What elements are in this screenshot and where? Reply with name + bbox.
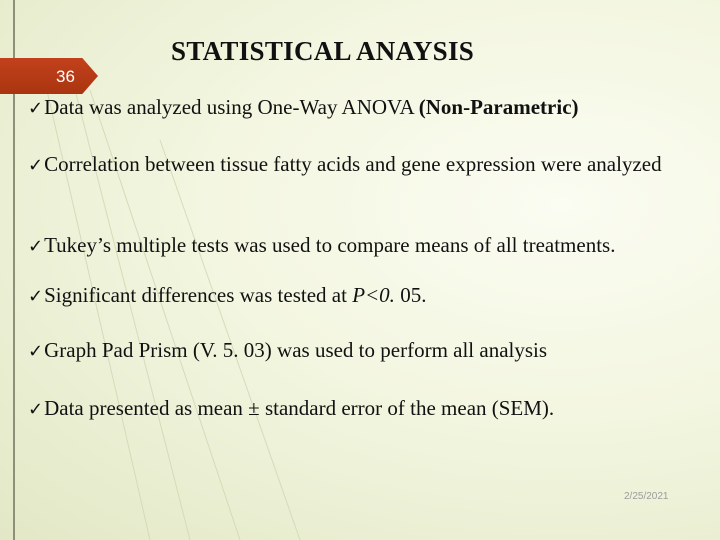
bullet-item <box>28 230 615 262</box>
checkmark-icon: ✓ <box>28 236 44 257</box>
slide-title: STATISTICAL ANAYSIS <box>171 36 475 66</box>
bullet-text: Correlation between tissue fatty acids and gene expression were analyzed <box>44 152 662 176</box>
slide-date: 2/25/2021 <box>624 491 669 502</box>
bullet-text: Significant differences was tested at <box>44 283 353 307</box>
bullet-item <box>28 393 554 425</box>
checkmark-icon: ✓ <box>28 286 44 307</box>
checkmark-icon: ✓ <box>28 399 44 420</box>
bullet-emphasis: (Non-Parametric) <box>418 95 579 119</box>
checkmark-icon: ✓ <box>28 155 44 176</box>
bullet-item <box>28 149 708 181</box>
bullet-text: Tukey’s multiple tests was used to compare means of all treatments. <box>44 233 616 257</box>
slide-number: 36 <box>56 67 75 86</box>
bullet-item <box>28 92 579 124</box>
bullet-text-end: 05. <box>394 283 427 307</box>
bullet-text: Graph Pad Prism (V. 5. 03) was used to perform all analysis <box>44 338 548 362</box>
bullet-item <box>28 280 426 312</box>
p-value-italic: P<0. <box>352 283 395 307</box>
slide-number-tab <box>0 58 98 94</box>
checkmark-icon: ✓ <box>28 341 44 362</box>
bullet-text: Data was analyzed using One-Way ANOVA <box>44 95 419 119</box>
checkmark-icon: ✓ <box>28 98 44 119</box>
bullet-text: Data presented as mean ± standard error of the mean (SEM). <box>44 396 555 420</box>
bullet-item <box>28 335 547 367</box>
